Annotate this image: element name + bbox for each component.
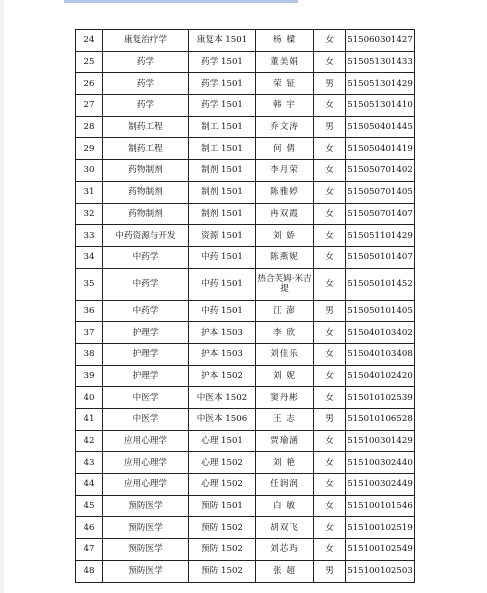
major-cell: 康复治疗学 (103, 30, 189, 52)
row-number: 41 (76, 409, 103, 431)
student-id-cell: 515010106528 (346, 409, 415, 431)
class-cell: 康复本 1501 (189, 30, 256, 52)
name-cell: 刘 艳 (256, 452, 314, 474)
student-id-cell: 515050101407 (346, 246, 415, 268)
class-cell: 药学 1501 (189, 95, 256, 117)
major-cell: 护理学 (103, 343, 189, 365)
student-id-cell: 515051101429 (346, 225, 415, 247)
class-cell: 护本 1503 (189, 343, 256, 365)
name-cell: 胡双飞 (256, 517, 314, 539)
class-cell: 制工 1501 (189, 138, 256, 160)
class-cell: 预防 1502 (189, 539, 256, 561)
major-cell: 预防医学 (103, 539, 189, 561)
row-number: 44 (76, 474, 103, 496)
name-cell: 杨 樑 (256, 30, 314, 52)
student-id-cell: 515050701402 (346, 160, 415, 182)
name-cell: 陈雅婷 (256, 181, 314, 203)
class-cell: 中药 1501 (189, 300, 256, 322)
student-id-cell: 515050401419 (346, 138, 415, 160)
major-cell: 中医学 (103, 409, 189, 431)
major-cell: 药学 (103, 51, 189, 73)
name-cell: 乔文涛 (256, 116, 314, 138)
gender-cell: 女 (314, 430, 346, 452)
student-roster-table (75, 29, 415, 583)
row-number: 29 (76, 138, 103, 160)
class-cell: 制工 1501 (189, 116, 256, 138)
student-id-cell: 515100102549 (346, 539, 415, 561)
name-cell: 王 志 (256, 409, 314, 431)
name-cell: 热合芙姆·米吉提 (256, 268, 314, 300)
row-number: 48 (76, 560, 103, 582)
gender-cell: 女 (314, 30, 346, 52)
name-cell: 董美娟 (256, 51, 314, 73)
row-number: 33 (76, 225, 103, 247)
name-cell: 李月荣 (256, 160, 314, 182)
name-cell: 江 澎 (256, 300, 314, 322)
major-cell: 护理学 (103, 322, 189, 344)
class-cell: 资源 1501 (189, 225, 256, 247)
table-row (76, 495, 415, 517)
student-id-cell: 515050101452 (346, 268, 415, 300)
student-id-cell: 515100102519 (346, 517, 415, 539)
table-row (76, 474, 415, 496)
row-number: 31 (76, 181, 103, 203)
class-cell: 预防 1502 (189, 517, 256, 539)
gender-cell: 女 (314, 343, 346, 365)
table-row (76, 116, 415, 138)
row-number: 34 (76, 246, 103, 268)
student-id-cell: 515100101546 (346, 495, 415, 517)
class-cell: 心理 1502 (189, 452, 256, 474)
major-cell: 预防医学 (103, 517, 189, 539)
name-cell: 白 敏 (256, 495, 314, 517)
class-cell: 中药 1501 (189, 268, 256, 300)
table-row (76, 203, 415, 225)
major-cell: 药物制剂 (103, 160, 189, 182)
table-row (76, 30, 415, 52)
name-cell: 窦丹彬 (256, 387, 314, 409)
gender-cell: 女 (314, 138, 346, 160)
row-number: 28 (76, 116, 103, 138)
gender-cell: 女 (314, 246, 346, 268)
major-cell: 制药工程 (103, 138, 189, 160)
class-cell: 药学 1501 (189, 51, 256, 73)
major-cell: 中药学 (103, 268, 189, 300)
student-id-cell: 515050701405 (346, 181, 415, 203)
gender-cell: 女 (314, 225, 346, 247)
gender-cell: 女 (314, 95, 346, 117)
gender-cell: 女 (314, 539, 346, 561)
student-id-cell: 515050701407 (346, 203, 415, 225)
class-cell: 中药 1501 (189, 246, 256, 268)
row-number: 40 (76, 387, 103, 409)
major-cell: 护理学 (103, 365, 189, 387)
row-number: 24 (76, 30, 103, 52)
gender-cell: 男 (314, 116, 346, 138)
class-cell: 护本 1502 (189, 365, 256, 387)
gender-cell: 女 (314, 268, 346, 300)
row-number: 26 (76, 73, 103, 95)
table-row (76, 452, 415, 474)
table-row (76, 409, 415, 431)
table-row (76, 225, 415, 247)
gender-cell: 男 (314, 560, 346, 582)
row-number: 27 (76, 95, 103, 117)
table-row (76, 138, 415, 160)
gender-cell: 女 (314, 495, 346, 517)
table-row (76, 268, 415, 300)
major-cell: 中药学 (103, 300, 189, 322)
class-cell: 制剂 1501 (189, 181, 256, 203)
row-number: 36 (76, 300, 103, 322)
class-cell: 制剂 1501 (189, 203, 256, 225)
gender-cell: 女 (314, 387, 346, 409)
student-id-cell: 515100301429 (346, 430, 415, 452)
student-id-cell: 515050401445 (346, 116, 415, 138)
gender-cell: 男 (314, 300, 346, 322)
gender-cell: 女 (314, 203, 346, 225)
row-number: 47 (76, 539, 103, 561)
table-row (76, 322, 415, 344)
name-cell: 陈燕妮 (256, 246, 314, 268)
row-number: 32 (76, 203, 103, 225)
student-id-cell: 515050101405 (346, 300, 415, 322)
roster-body (76, 30, 415, 583)
student-id-cell: 515040103402 (346, 322, 415, 344)
major-cell: 预防医学 (103, 495, 189, 517)
name-cell: 冉双霞 (256, 203, 314, 225)
row-number: 38 (76, 343, 103, 365)
class-cell: 预防 1502 (189, 560, 256, 582)
row-number: 43 (76, 452, 103, 474)
gender-cell: 女 (314, 181, 346, 203)
name-cell: 刘 妮 (256, 365, 314, 387)
name-cell: 韩 宇 (256, 95, 314, 117)
major-cell: 应用心理学 (103, 430, 189, 452)
table-row (76, 181, 415, 203)
name-cell: 荣 钲 (256, 73, 314, 95)
class-cell: 制剂 1501 (189, 160, 256, 182)
name-cell: 任润润 (256, 474, 314, 496)
name-cell: 李 欣 (256, 322, 314, 344)
class-cell: 中医本 1502 (189, 387, 256, 409)
major-cell: 药物制剂 (103, 181, 189, 203)
table-row (76, 51, 415, 73)
student-id-cell: 515040102420 (346, 365, 415, 387)
major-cell: 中药学 (103, 246, 189, 268)
row-number: 35 (76, 268, 103, 300)
student-id-cell: 515100102503 (346, 560, 415, 582)
major-cell: 应用心理学 (103, 452, 189, 474)
student-id-cell: 515040103408 (346, 343, 415, 365)
name-cell: 刘佳乐 (256, 343, 314, 365)
table-row (76, 517, 415, 539)
major-cell: 药物制剂 (103, 203, 189, 225)
gender-cell: 男 (314, 73, 346, 95)
table-row (76, 365, 415, 387)
major-cell: 药学 (103, 95, 189, 117)
major-cell: 应用心理学 (103, 474, 189, 496)
gender-cell: 女 (314, 365, 346, 387)
student-id-cell: 515060301427 (346, 30, 415, 52)
class-cell: 心理 1502 (189, 474, 256, 496)
name-cell: 张 超 (256, 560, 314, 582)
table-row (76, 343, 415, 365)
row-number: 45 (76, 495, 103, 517)
name-cell: 刘芯玙 (256, 539, 314, 561)
row-number: 25 (76, 51, 103, 73)
table-row (76, 300, 415, 322)
class-cell: 药学 1501 (189, 73, 256, 95)
class-cell: 预防 1501 (189, 495, 256, 517)
major-cell: 中药资源与开发 (103, 225, 189, 247)
table-row (76, 539, 415, 561)
header-rule (64, 0, 298, 3)
student-id-cell: 515051301429 (346, 73, 415, 95)
major-cell: 药学 (103, 73, 189, 95)
table-row (76, 246, 415, 268)
table-row (76, 430, 415, 452)
major-cell: 中医学 (103, 387, 189, 409)
row-number: 42 (76, 430, 103, 452)
table-row (76, 160, 415, 182)
gender-cell: 女 (314, 51, 346, 73)
student-id-cell: 515010102539 (346, 387, 415, 409)
name-cell: 刘 娇 (256, 225, 314, 247)
gender-cell: 女 (314, 322, 346, 344)
major-cell: 预防医学 (103, 560, 189, 582)
major-cell: 制药工程 (103, 116, 189, 138)
row-number: 37 (76, 322, 103, 344)
page-edge (0, 0, 4, 593)
table-row (76, 95, 415, 117)
table-row (76, 560, 415, 582)
class-cell: 中医本 1506 (189, 409, 256, 431)
row-number: 46 (76, 517, 103, 539)
gender-cell: 女 (314, 474, 346, 496)
table-row (76, 387, 415, 409)
name-cell: 何 倩 (256, 138, 314, 160)
name-cell: 贾瑜涵 (256, 430, 314, 452)
student-id-cell: 515100302449 (346, 474, 415, 496)
gender-cell: 男 (314, 409, 346, 431)
row-number: 39 (76, 365, 103, 387)
student-id-cell: 515100302440 (346, 452, 415, 474)
row-number: 30 (76, 160, 103, 182)
class-cell: 心理 1501 (189, 430, 256, 452)
gender-cell: 女 (314, 160, 346, 182)
student-id-cell: 515051301433 (346, 51, 415, 73)
gender-cell: 女 (314, 452, 346, 474)
student-id-cell: 515051301410 (346, 95, 415, 117)
table-row (76, 73, 415, 95)
class-cell: 护本 1503 (189, 322, 256, 344)
gender-cell: 女 (314, 517, 346, 539)
